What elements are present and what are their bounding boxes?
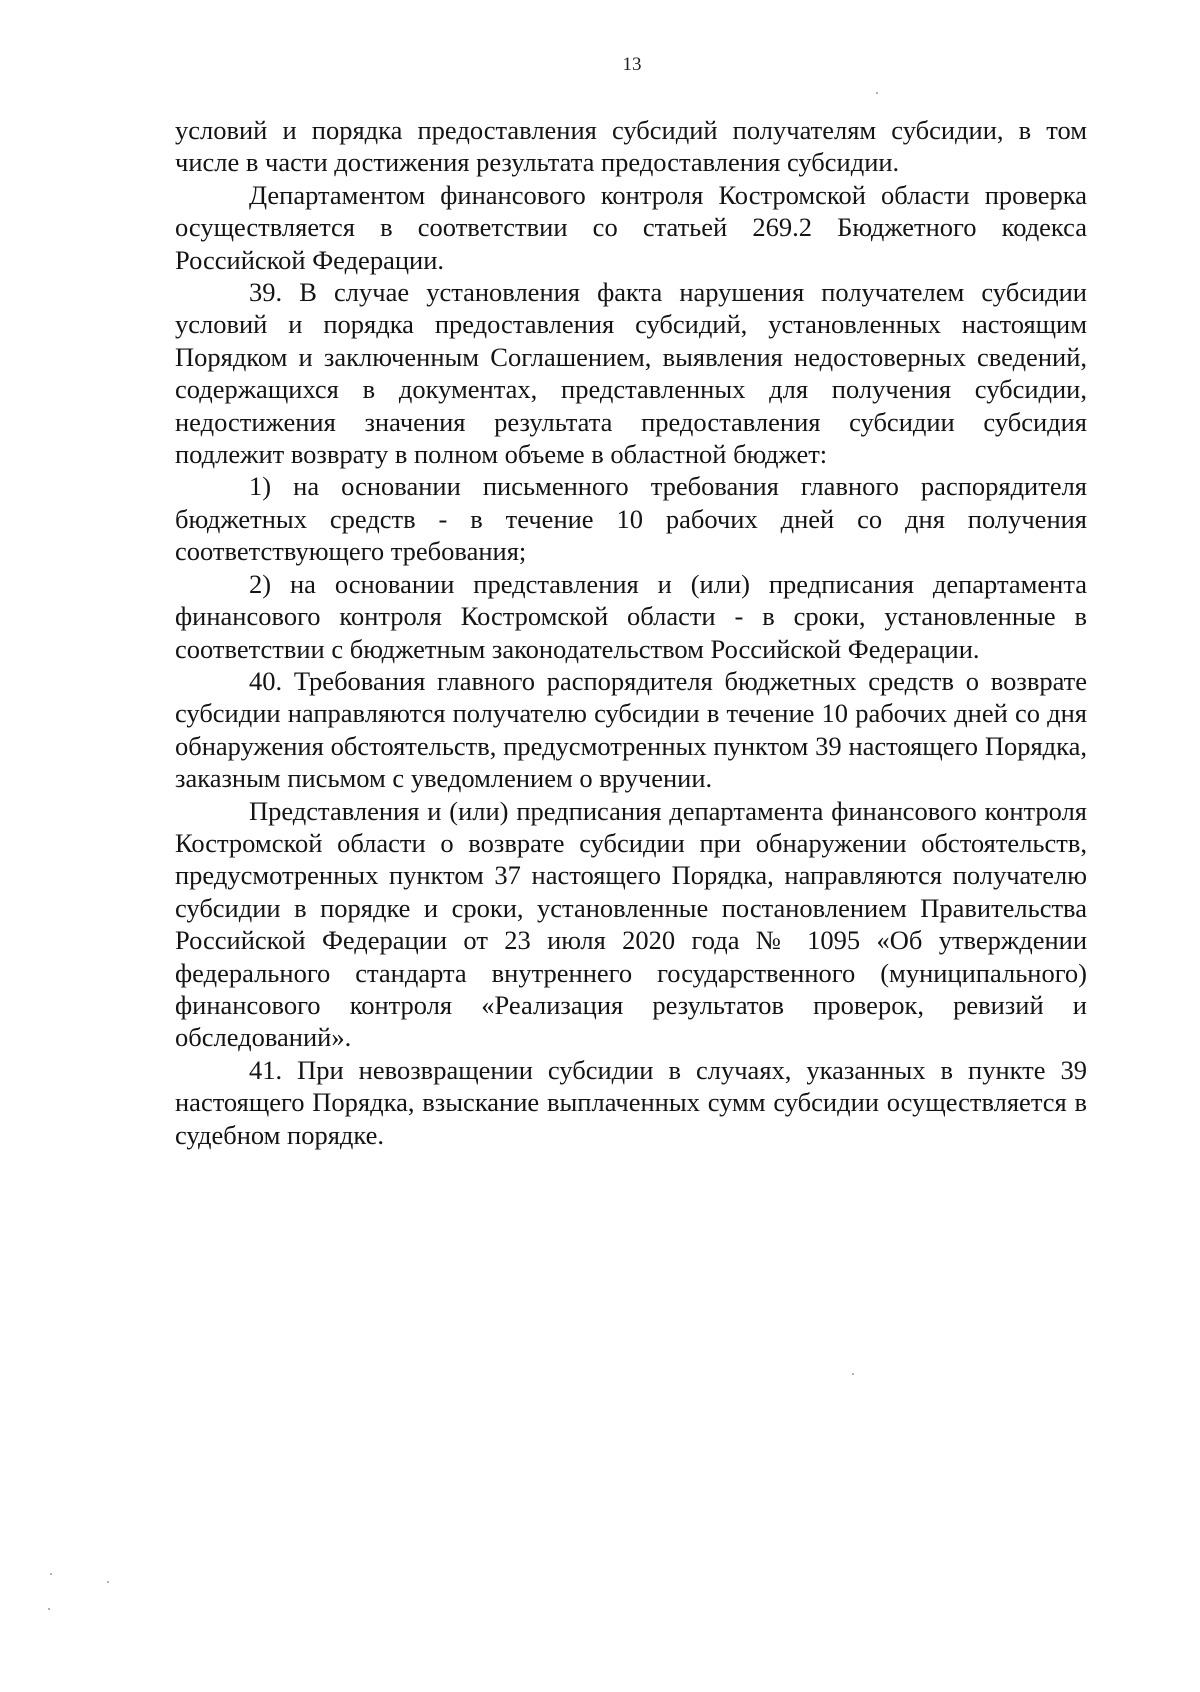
paragraph-financial-control-check: Департаментом финансового контроля Костромской области проверка осуществляется в соответствии со статьей 269.2 Бюджетного кодекса Российской Федерации. <box>175 179 1087 275</box>
paragraph-item-40-representations: Представления и (или) предписания департамента финансового контроля Костромской области о возврате субсидии при обнаружении обстоятельств, предусмотренных пунктом 37 настоящего Порядка, направляются получателю субсидии в порядке и сроки, установленные постановлением Правительства Российской Федерации от 23 июля 2020 года № 1095 «Об утверждении федерального стандарта внутреннего государственного (муниципального) финансового контроля «Реализация результатов проверок, ревизий и обследований». <box>175 795 1087 1053</box>
paragraph-item-39-sub-2: 2) на основании представления и (или) предписания департамента финансового контроля Костромской области - в сроки, установленные в соответствии с бюджетным законодательством Российской Федерации. <box>175 568 1087 664</box>
scan-speck <box>50 1573 52 1575</box>
scan-speck <box>48 1608 50 1610</box>
scan-speck <box>876 92 878 94</box>
paragraph-item-39-sub-1: 1) на основании письменного требования главного распорядителя бюджетных средств - в течение 10 рабочих дней со дня получения соответствующего требования; <box>175 471 1087 567</box>
document-body <box>175 114 1087 1151</box>
scan-speck <box>107 1581 109 1583</box>
paragraph-item-40: 40. Требования главного распорядителя бюджетных средств о возврате субсидии направляются получателю субсидии в течение 10 рабочих дней со дня обнаружения обстоятельств, предусмотренных пунктом 39 настоящего Порядка, заказным письмом с уведомлением о вручении. <box>175 665 1087 794</box>
paragraph-continuation: условий и порядка предоставления субсидий получателям субсидии, в том числе в части достижения результата предоставления субсидии. <box>175 115 1087 178</box>
paragraph-item-41: 41. При невозвращении субсидии в случаях, указанных в пункте 39 настоящего Порядка, взыскание выплаченных сумм субсидии осуществляется в судебном порядке. <box>175 1054 1087 1150</box>
page-number: 13 <box>622 54 642 75</box>
scan-speck <box>852 1373 854 1375</box>
paragraph-item-39: 39. В случае установления факта нарушения получателем субсидии условий и порядка предоставления субсидий, установленных настоящим Порядком и заключенным Соглашением, выявления недостоверных сведений, содержащихся в документах, представленных для получения субсидии, недостижения значения результата предоставления субсидии субсидия подлежит возврату в полном объеме в областной бюджет: <box>175 277 1087 470</box>
